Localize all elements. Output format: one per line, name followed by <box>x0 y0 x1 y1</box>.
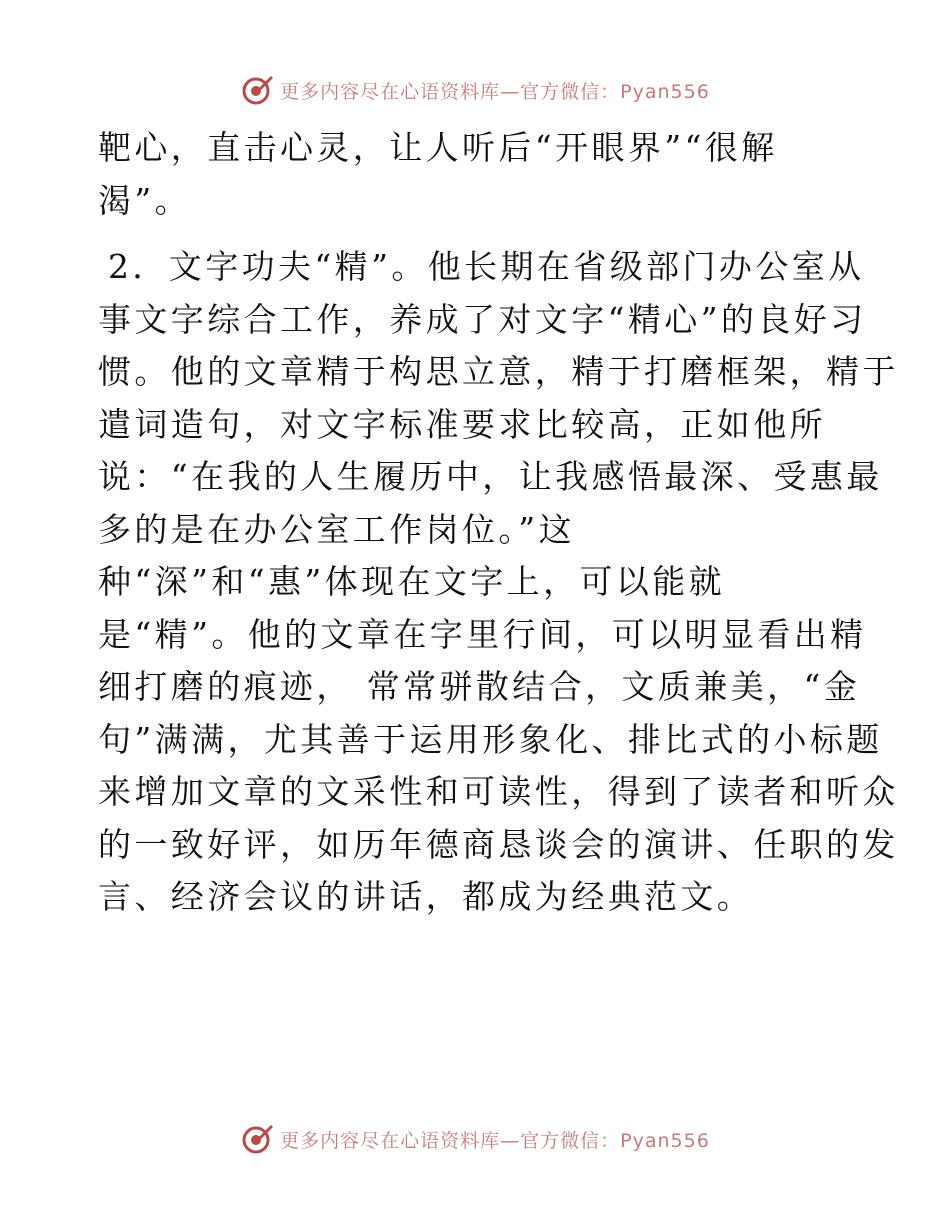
text-line: 细打磨的痕迹， 常常骈散结合，文质兼美，“金 <box>98 667 861 706</box>
watermark-text: 更多内容尽在心语资料库—官方微信：Pyan556 <box>280 1129 710 1152</box>
text-line: 来增加文章的文采性和可读性，得到了读者和听众 <box>98 772 899 811</box>
paragraph-continuation <box>98 122 858 227</box>
text-line: 是“精”。他的文章在字里行间，可以明显看出精 <box>98 614 867 654</box>
text-line: 的一致好评，如历年德商恳谈会的演讲、任职的发 <box>98 824 899 864</box>
text-line: 说：“在我的人生履历中，让我感悟最深、受惠最 <box>98 457 883 496</box>
text-line: 事文字综合工作，养成了对文字“精心”的良好习 <box>98 299 867 339</box>
text-line: 惯。他的文章精于构思立意，精于打磨框架，精于 <box>98 352 899 391</box>
text-line: 多的是在办公室工作岗位。”这 <box>98 509 575 549</box>
text-line: 种“深”和“惠”体现在文字上，可以能就 <box>98 562 726 601</box>
section-heading-line: 2．文字功夫“精”。他长期在省级部门办公室从 <box>108 247 865 286</box>
text-line: 遣词造句，对文字标准要求比较高，正如他所 <box>98 404 826 444</box>
text-line: 言、经济会议的讲话，都成为经典范文。 <box>98 877 754 916</box>
text-line: 渴”。 <box>98 180 192 220</box>
document-body <box>98 122 899 924</box>
text-line: 句”满满，尤其善于运用形象化、排比式的小标题 <box>98 719 883 759</box>
header-watermark <box>0 70 950 110</box>
watermark-text: 更多内容尽在心语资料库—官方微信：Pyan556 <box>280 80 710 103</box>
paragraph-section-2 <box>98 241 899 924</box>
text-line: 靶心，直击心灵，让人听后“开眼界”“很解 <box>98 128 778 167</box>
footer-watermark <box>0 1119 950 1159</box>
quill-seal-icon <box>240 1122 274 1156</box>
quill-seal-icon <box>240 73 274 107</box>
